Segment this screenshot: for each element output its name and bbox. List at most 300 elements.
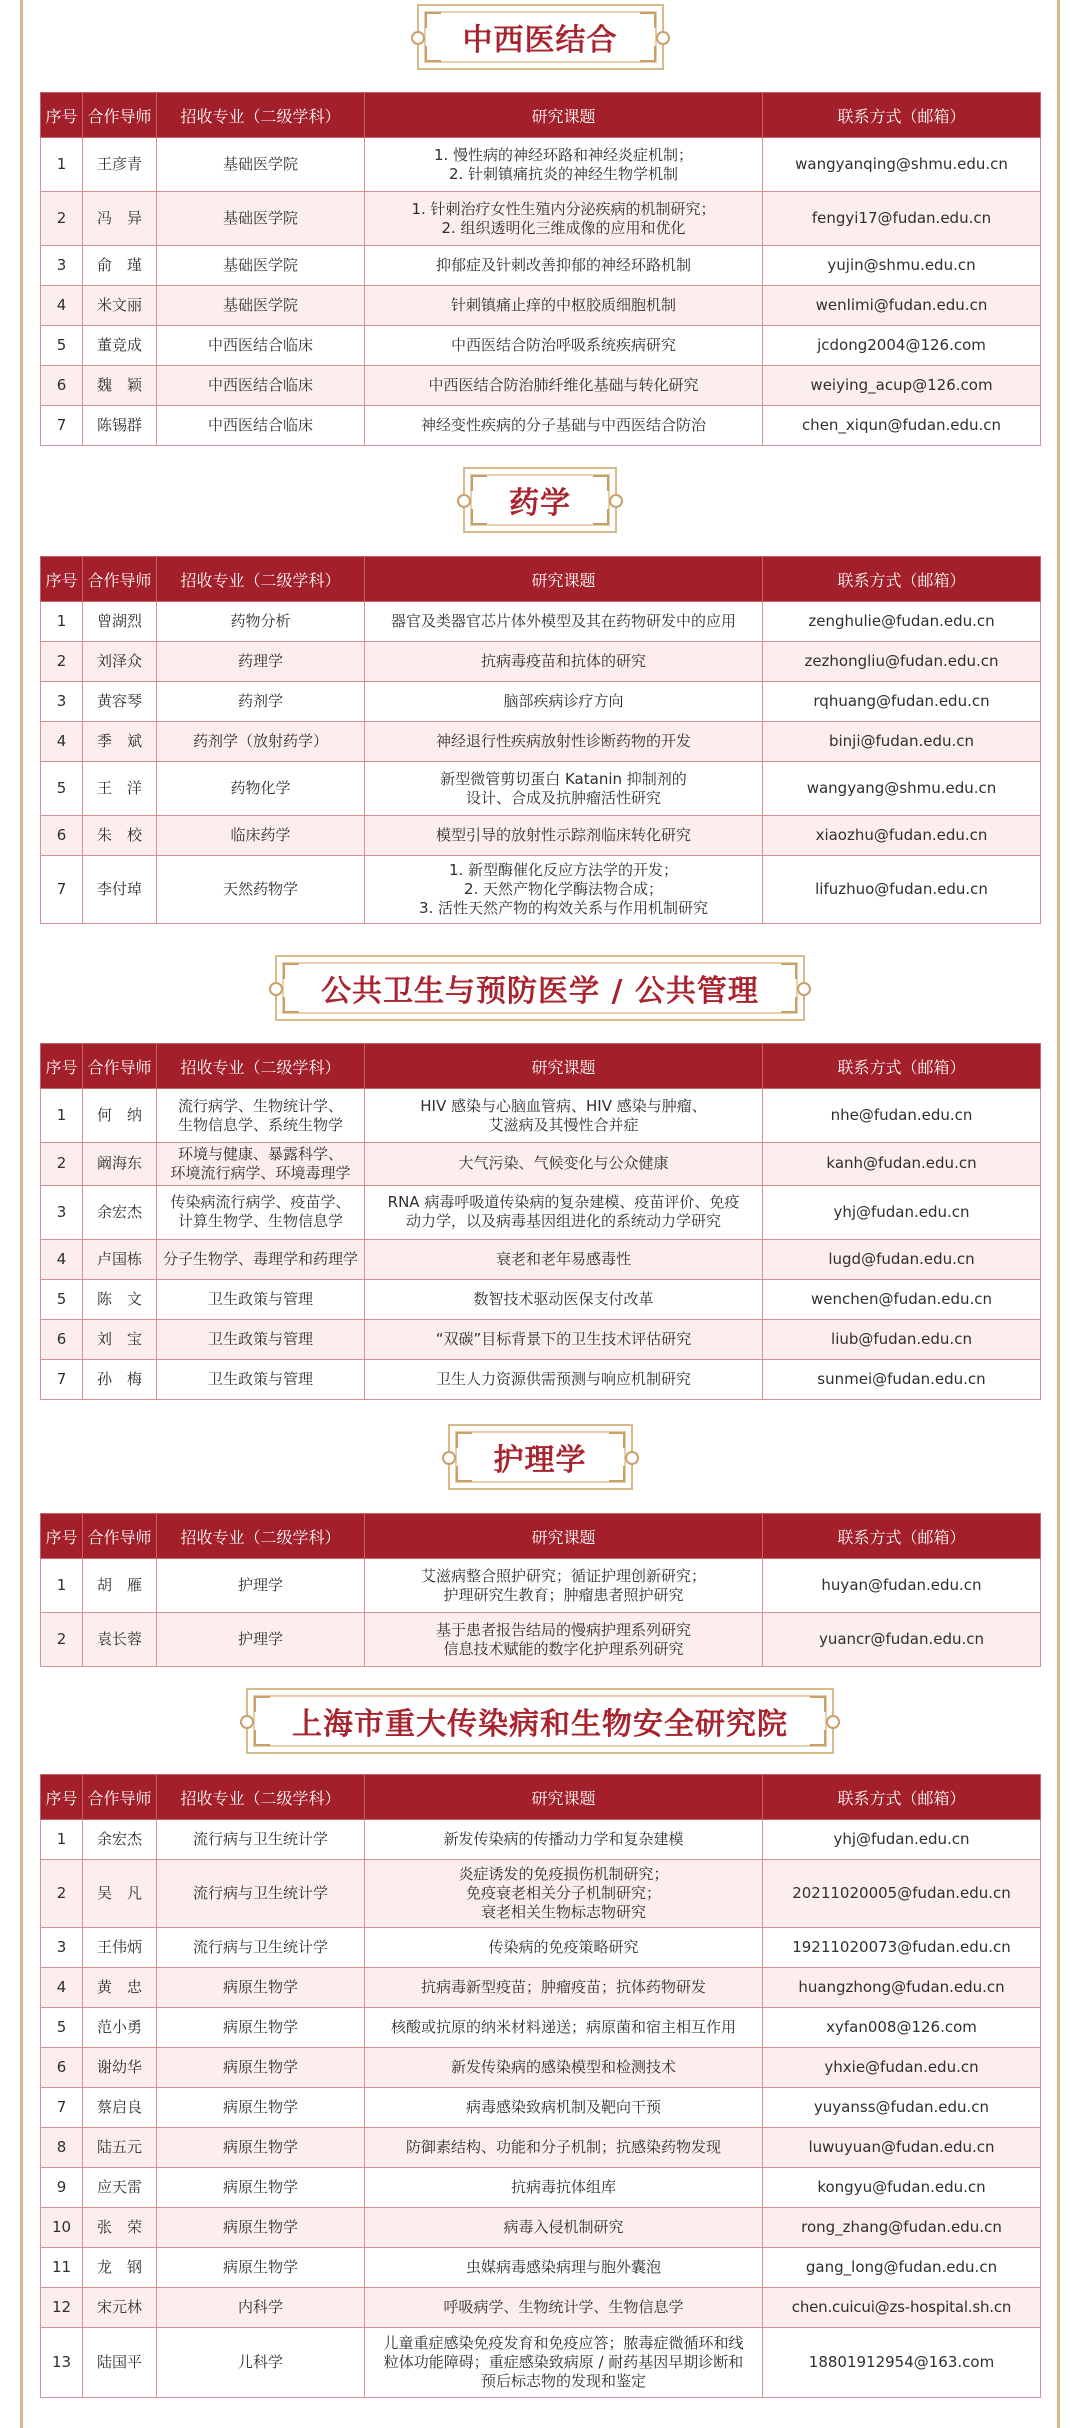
cell-major: 卫生政策与管理 xyxy=(157,1359,365,1399)
cell-email[interactable]: 19211020073@fudan.edu.cn xyxy=(763,1928,1041,1968)
table-header-row xyxy=(41,93,1041,138)
frame-corner-ornament xyxy=(810,1730,826,1746)
cell-advisor: 阚海东 xyxy=(83,1143,157,1186)
cell-no: 4 xyxy=(41,722,83,762)
cell-topic: 神经退行性疾病放射性诊断药物的开发 xyxy=(365,722,763,762)
cell-no: 2 xyxy=(41,1860,83,1928)
cell-major: 分子生物学、毒理学和药理学 xyxy=(157,1239,365,1279)
header-topic: 研究课题 xyxy=(365,557,763,602)
cell-advisor: 谢幼华 xyxy=(83,2048,157,2088)
header-no: 序号 xyxy=(41,1775,83,1820)
cell-major: 病原生物学 xyxy=(157,2048,365,2088)
cell-topic: 新发传染病的传播动力学和复杂建模 xyxy=(365,1820,763,1860)
cell-advisor: 陆五元 xyxy=(83,2128,157,2168)
cell-advisor: 魏 颖 xyxy=(83,366,157,406)
cell-email[interactable]: kongyu@fudan.edu.cn xyxy=(763,2168,1041,2208)
table-row xyxy=(41,1279,1041,1319)
section-table-wrap xyxy=(40,1043,1040,1400)
cell-no: 4 xyxy=(41,1968,83,2008)
cell-major: 卫生政策与管理 xyxy=(157,1279,365,1319)
frame-corner-ornament xyxy=(425,12,441,28)
cell-email[interactable]: yhj@fudan.edu.cn xyxy=(763,1820,1041,1860)
cell-advisor: 余宏杰 xyxy=(83,1820,157,1860)
table-row xyxy=(41,286,1041,326)
cell-advisor: 袁长蓉 xyxy=(83,1613,157,1667)
header-advisor: 合作导师 xyxy=(83,1775,157,1820)
cell-major: 中西医结合临床 xyxy=(157,406,365,446)
frame-corner-ornament xyxy=(781,997,797,1013)
cell-advisor: 刘 宝 xyxy=(83,1319,157,1359)
cell-no: 5 xyxy=(41,326,83,366)
section-title-band xyxy=(40,1424,1040,1490)
cell-topic: 炎症诱发的免疫损伤机制研究； 免疫衰老相关分子机制研究； 衰老相关生物标志物研究 xyxy=(365,1860,763,1928)
table-row xyxy=(41,406,1041,446)
cell-email[interactable]: weiying_acup@126.com xyxy=(763,366,1041,406)
cell-no: 1 xyxy=(41,1820,83,1860)
table-row xyxy=(41,1359,1041,1399)
cell-topic: 脑部疾病诊疗方向 xyxy=(365,682,763,722)
cell-email[interactable]: yujin@shmu.edu.cn xyxy=(763,246,1041,286)
cell-major: 流行病与卫生统计学 xyxy=(157,1860,365,1928)
table-header-row xyxy=(41,557,1041,602)
advisor-table xyxy=(40,1043,1041,1400)
cell-no: 13 xyxy=(41,2328,83,2398)
table-row xyxy=(41,246,1041,286)
frame-corner-ornament xyxy=(810,1696,826,1712)
cell-email[interactable]: liub@fudan.edu.cn xyxy=(763,1319,1041,1359)
header-major: 招收专业（二级学科） xyxy=(157,1775,365,1820)
cell-major: 环境与健康、暴露科学、 环境流行病学、环境毒理学 xyxy=(157,1143,365,1186)
frame-knob-ornament xyxy=(457,494,471,508)
frame-knob-ornament xyxy=(826,1715,840,1729)
frame-knob-ornament xyxy=(656,31,670,45)
frame-corner-ornament xyxy=(254,1730,270,1746)
header-contact: 联系方式（邮箱） xyxy=(763,557,1041,602)
cell-major: 药剂学 xyxy=(157,682,365,722)
cell-major: 药物化学 xyxy=(157,762,365,816)
frame-corner-ornament xyxy=(456,1432,472,1448)
cell-email[interactable]: zenghulie@fudan.edu.cn xyxy=(763,602,1041,642)
cell-topic: 抑郁症及针刺改善抑郁的神经环路机制 xyxy=(365,246,763,286)
cell-advisor: 米文丽 xyxy=(83,286,157,326)
table-row xyxy=(41,722,1041,762)
cell-no: 7 xyxy=(41,406,83,446)
cell-topic: 1. 针刺治疗女性生殖内分泌疾病的机制研究； 2. 组织透明化三维成像的应用和优化 xyxy=(365,192,763,246)
cell-email[interactable]: rqhuang@fudan.edu.cn xyxy=(763,682,1041,722)
frame-knob-ornament xyxy=(797,982,811,996)
table-row xyxy=(41,682,1041,722)
header-advisor: 合作导师 xyxy=(83,557,157,602)
frame-knob-ornament xyxy=(411,31,425,45)
cell-advisor: 蔡启良 xyxy=(83,2088,157,2128)
table-row xyxy=(41,1559,1041,1613)
cell-topic: 传染病的免疫策略研究 xyxy=(365,1928,763,1968)
frame-corner-ornament xyxy=(640,12,656,28)
table-header-row xyxy=(41,1044,1041,1089)
cell-major: 药物分析 xyxy=(157,602,365,642)
frame-corner-ornament xyxy=(471,475,487,491)
cell-advisor: 李付琸 xyxy=(83,856,157,924)
cell-advisor: 季 斌 xyxy=(83,722,157,762)
section-title-frame xyxy=(246,1688,834,1754)
frame-knob-ornament xyxy=(240,1715,254,1729)
cell-advisor: 龙 钢 xyxy=(83,2248,157,2288)
cell-advisor: 王伟炳 xyxy=(83,1928,157,1968)
header-no: 序号 xyxy=(41,557,83,602)
header-contact: 联系方式（邮箱） xyxy=(763,1775,1041,1820)
table-row xyxy=(41,2048,1041,2088)
cell-no: 6 xyxy=(41,366,83,406)
cell-major: 病原生物学 xyxy=(157,2248,365,2288)
cell-advisor: 王彦青 xyxy=(83,138,157,192)
section-title-frame xyxy=(417,4,664,70)
cell-email[interactable]: yhxie@fudan.edu.cn xyxy=(763,2048,1041,2088)
section-title: 药学 xyxy=(509,486,571,521)
header-topic: 研究课题 xyxy=(365,1775,763,1820)
frame-corner-ornament xyxy=(640,46,656,62)
section-title-frame xyxy=(275,955,805,1021)
cell-major: 病原生物学 xyxy=(157,1968,365,2008)
cell-no: 4 xyxy=(41,286,83,326)
cell-advisor: 应天雷 xyxy=(83,2168,157,2208)
cell-no: 3 xyxy=(41,1185,83,1239)
cell-topic: 抗病毒新型疫苗；肿瘤疫苗；抗体药物研发 xyxy=(365,1968,763,2008)
cell-email[interactable]: yuancr@fudan.edu.cn xyxy=(763,1613,1041,1667)
cell-no: 2 xyxy=(41,1143,83,1186)
cell-major: 药剂学（放射药学） xyxy=(157,722,365,762)
cell-advisor: 宋元林 xyxy=(83,2288,157,2328)
cell-no: 7 xyxy=(41,2088,83,2128)
cell-major: 护理学 xyxy=(157,1613,365,1667)
cell-topic: 中西医结合防治呼吸系统疾病研究 xyxy=(365,326,763,366)
cell-advisor: 张 荣 xyxy=(83,2208,157,2248)
cell-email[interactable]: luwuyuan@fudan.edu.cn xyxy=(763,2128,1041,2168)
cell-no: 1 xyxy=(41,138,83,192)
cell-topic: 中西医结合防治肺纤维化基础与转化研究 xyxy=(365,366,763,406)
section-table-wrap xyxy=(40,1513,1040,1667)
frame-corner-ornament xyxy=(593,509,609,525)
frame-knob-ornament xyxy=(442,1451,456,1465)
cell-major: 病原生物学 xyxy=(157,2168,365,2208)
header-no: 序号 xyxy=(41,1044,83,1089)
table-row xyxy=(41,1239,1041,1279)
cell-major: 传染病流行病学、疫苗学、 计算生物学、生物信息学 xyxy=(157,1185,365,1239)
frame-corner-ornament xyxy=(593,475,609,491)
cell-advisor: 王 洋 xyxy=(83,762,157,816)
cell-topic: 器官及类器官芯片体外模型及其在药物研发中的应用 xyxy=(365,602,763,642)
header-no: 序号 xyxy=(41,1514,83,1559)
cell-topic: 大气污染、气候变化与公众健康 xyxy=(365,1143,763,1186)
cell-major: 临床药学 xyxy=(157,816,365,856)
frame-corner-ornament xyxy=(471,509,487,525)
cell-advisor: 吴 凡 xyxy=(83,1860,157,1928)
cell-topic: 呼吸病学、生物统计学、生物信息学 xyxy=(365,2288,763,2328)
cell-major: 流行病与卫生统计学 xyxy=(157,1928,365,1968)
table-row xyxy=(41,138,1041,192)
table-row xyxy=(41,2128,1041,2168)
cell-major: 卫生政策与管理 xyxy=(157,1319,365,1359)
cell-major: 病原生物学 xyxy=(157,2008,365,2048)
header-no: 序号 xyxy=(41,93,83,138)
cell-advisor: 余宏杰 xyxy=(83,1185,157,1239)
table-row xyxy=(41,326,1041,366)
table-row xyxy=(41,2168,1041,2208)
frame-corner-ornament xyxy=(609,1466,625,1482)
cell-advisor: 黄 忠 xyxy=(83,1968,157,2008)
table-row xyxy=(41,1968,1041,2008)
cell-email[interactable]: wangyang@shmu.edu.cn xyxy=(763,762,1041,816)
table-row xyxy=(41,816,1041,856)
cell-major: 内科学 xyxy=(157,2288,365,2328)
cell-no: 6 xyxy=(41,816,83,856)
cell-advisor: 黄容琴 xyxy=(83,682,157,722)
advisor-table xyxy=(40,1513,1041,1667)
header-major: 招收专业（二级学科） xyxy=(157,557,365,602)
cell-email[interactable]: huangzhong@fudan.edu.cn xyxy=(763,1968,1041,2008)
cell-topic: RNA 病毒呼吸道传染病的复杂建模、疫苗评价、免疫 动力学，以及病毒基因组进化的系统动力学研究 xyxy=(365,1185,763,1239)
cell-no: 7 xyxy=(41,856,83,924)
cell-email[interactable]: gang_long@fudan.edu.cn xyxy=(763,2248,1041,2288)
page-border-right xyxy=(1057,0,1060,2428)
cell-email[interactable]: 18801912954@163.com xyxy=(763,2328,1041,2398)
header-topic: 研究课题 xyxy=(365,93,763,138)
cell-topic: 病毒入侵机制研究 xyxy=(365,2208,763,2248)
frame-corner-ornament xyxy=(781,963,797,979)
frame-knob-ornament xyxy=(269,982,283,996)
header-advisor: 合作导师 xyxy=(83,93,157,138)
cell-no: 2 xyxy=(41,192,83,246)
cell-topic: 儿童重症感染免疫发育和免疫应答；脓毒症微循环和线 粒体功能障碍；重症感染致病原 / 耐药基因早期诊断和 预后标志物的发现和鉴定 xyxy=(365,2328,763,2398)
cell-advisor: 范小勇 xyxy=(83,2008,157,2048)
cell-topic: 基于患者报告结局的慢病护理系列研究 信息技术赋能的数字化护理系列研究 xyxy=(365,1613,763,1667)
cell-topic: 衰老和老年易感毒性 xyxy=(365,1239,763,1279)
cell-no: 5 xyxy=(41,1279,83,1319)
cell-topic: 模型引导的放射性示踪剂临床转化研究 xyxy=(365,816,763,856)
section-title-band xyxy=(40,955,1040,1021)
table-row xyxy=(41,856,1041,924)
cell-topic: 卫生人力资源供需预测与响应机制研究 xyxy=(365,1359,763,1399)
cell-no: 3 xyxy=(41,682,83,722)
cell-no: 5 xyxy=(41,2008,83,2048)
cell-major: 基础医学院 xyxy=(157,192,365,246)
cell-email[interactable]: chen_xiqun@fudan.edu.cn xyxy=(763,406,1041,446)
cell-topic: 新发传染病的感染模型和检测技术 xyxy=(365,2048,763,2088)
cell-major: 流行病学、生物统计学、 生物信息学、系统生物学 xyxy=(157,1089,365,1143)
frame-corner-ornament xyxy=(456,1466,472,1482)
cell-major: 流行病与卫生统计学 xyxy=(157,1820,365,1860)
cell-email[interactable]: lugd@fudan.edu.cn xyxy=(763,1239,1041,1279)
cell-email[interactable]: chen.cuicui@zs-hospital.sh.cn xyxy=(763,2288,1041,2328)
cell-advisor: 冯 异 xyxy=(83,192,157,246)
table-row xyxy=(41,1089,1041,1143)
frame-corner-ornament xyxy=(254,1696,270,1712)
advisor-table xyxy=(40,92,1041,446)
cell-major: 基础医学院 xyxy=(157,246,365,286)
table-row xyxy=(41,1185,1041,1239)
section-title: 上海市重大传染病和生物安全研究院 xyxy=(292,1707,788,1742)
table-row xyxy=(41,2208,1041,2248)
cell-topic: 抗病毒疫苗和抗体的研究 xyxy=(365,642,763,682)
header-topic: 研究课题 xyxy=(365,1514,763,1559)
cell-topic: “双碳”目标背景下的卫生技术评估研究 xyxy=(365,1319,763,1359)
table-row xyxy=(41,1319,1041,1359)
cell-email[interactable]: jcdong2004@126.com xyxy=(763,326,1041,366)
section-table-wrap xyxy=(40,556,1040,924)
cell-advisor: 曾湖烈 xyxy=(83,602,157,642)
table-row xyxy=(41,2088,1041,2128)
cell-advisor: 俞 瑾 xyxy=(83,246,157,286)
cell-no: 1 xyxy=(41,1559,83,1613)
page-border-left xyxy=(20,0,23,2428)
cell-topic: HIV 感染与心脑血管病、HIV 感染与肿瘤、 艾滋病及其慢性合并症 xyxy=(365,1089,763,1143)
cell-topic: 抗病毒抗体组库 xyxy=(365,2168,763,2208)
table-row xyxy=(41,642,1041,682)
cell-major: 病原生物学 xyxy=(157,2128,365,2168)
advisor-table xyxy=(40,556,1041,924)
cell-no: 3 xyxy=(41,246,83,286)
table-row xyxy=(41,1928,1041,1968)
cell-topic: 艾滋病整合照护研究；循证护理创新研究； 护理研究生教育；肿瘤患者照护研究 xyxy=(365,1559,763,1613)
cell-topic: 防御素结构、功能和分子机制；抗感染药物发现 xyxy=(365,2128,763,2168)
table-row xyxy=(41,762,1041,816)
cell-no: 8 xyxy=(41,2128,83,2168)
cell-email[interactable]: 20211020005@fudan.edu.cn xyxy=(763,1860,1041,1928)
cell-topic: 虫媒病毒感染病理与胞外囊泡 xyxy=(365,2248,763,2288)
header-contact: 联系方式（邮箱） xyxy=(763,1044,1041,1089)
cell-major: 药理学 xyxy=(157,642,365,682)
section-title: 公共卫生与预防医学 / 公共管理 xyxy=(321,974,759,1009)
cell-email[interactable]: yuyanss@fudan.edu.cn xyxy=(763,2088,1041,2128)
header-major: 招收专业（二级学科） xyxy=(157,1514,365,1559)
cell-no: 2 xyxy=(41,1613,83,1667)
table-row xyxy=(41,2248,1041,2288)
cell-major: 中西医结合临床 xyxy=(157,326,365,366)
cell-no: 10 xyxy=(41,2208,83,2248)
frame-corner-ornament xyxy=(425,46,441,62)
table-row xyxy=(41,2008,1041,2048)
cell-topic: 针刺镇痛止痒的中枢胶质细胞机制 xyxy=(365,286,763,326)
cell-major: 基础医学院 xyxy=(157,286,365,326)
section-title-frame xyxy=(448,1424,633,1490)
section-title-frame xyxy=(463,467,617,533)
header-advisor: 合作导师 xyxy=(83,1044,157,1089)
cell-email[interactable]: lifuzhuo@fudan.edu.cn xyxy=(763,856,1041,924)
cell-advisor: 陈锡群 xyxy=(83,406,157,446)
cell-major: 天然药物学 xyxy=(157,856,365,924)
cell-email[interactable]: xiaozhu@fudan.edu.cn xyxy=(763,816,1041,856)
section-title: 护理学 xyxy=(493,1443,587,1478)
cell-no: 3 xyxy=(41,1928,83,1968)
cell-no: 2 xyxy=(41,642,83,682)
cell-advisor: 朱 校 xyxy=(83,816,157,856)
cell-no: 1 xyxy=(41,1089,83,1143)
frame-corner-ornament xyxy=(283,963,299,979)
frame-corner-ornament xyxy=(283,997,299,1013)
cell-email[interactable]: sunmei@fudan.edu.cn xyxy=(763,1359,1041,1399)
cell-topic: 神经变性疾病的分子基础与中西医结合防治 xyxy=(365,406,763,446)
table-row xyxy=(41,1613,1041,1667)
cell-advisor: 胡 雁 xyxy=(83,1559,157,1613)
cell-no: 7 xyxy=(41,1359,83,1399)
table-row xyxy=(41,2288,1041,2328)
cell-advisor: 刘泽众 xyxy=(83,642,157,682)
section-title-band xyxy=(40,467,1040,533)
cell-no: 6 xyxy=(41,2048,83,2088)
cell-email[interactable]: nhe@fudan.edu.cn xyxy=(763,1089,1041,1143)
advisor-table xyxy=(40,1774,1041,2398)
cell-email[interactable]: wangyanqing@shmu.edu.cn xyxy=(763,138,1041,192)
cell-major: 病原生物学 xyxy=(157,2088,365,2128)
header-topic: 研究课题 xyxy=(365,1044,763,1089)
table-header-row xyxy=(41,1514,1041,1559)
cell-major: 儿科学 xyxy=(157,2328,365,2398)
cell-no: 12 xyxy=(41,2288,83,2328)
cell-email[interactable]: yhj@fudan.edu.cn xyxy=(763,1185,1041,1239)
header-major: 招收专业（二级学科） xyxy=(157,1044,365,1089)
cell-major: 中西医结合临床 xyxy=(157,366,365,406)
section-title-band xyxy=(40,4,1040,70)
cell-advisor: 孙 梅 xyxy=(83,1359,157,1399)
cell-email[interactable]: wenlimi@fudan.edu.cn xyxy=(763,286,1041,326)
cell-email[interactable]: kanh@fudan.edu.cn xyxy=(763,1143,1041,1186)
header-contact: 联系方式（邮箱） xyxy=(763,1514,1041,1559)
section-table-wrap xyxy=(40,92,1040,446)
cell-no: 11 xyxy=(41,2248,83,2288)
cell-topic: 核酸或抗原的纳米材料递送；病原菌和宿主相互作用 xyxy=(365,2008,763,2048)
table-row xyxy=(41,602,1041,642)
table-header-row xyxy=(41,1775,1041,1820)
cell-email[interactable]: zezhongliu@fudan.edu.cn xyxy=(763,642,1041,682)
cell-email[interactable]: rong_zhang@fudan.edu.cn xyxy=(763,2208,1041,2248)
section-table-wrap xyxy=(40,1774,1040,2398)
cell-advisor: 何 纳 xyxy=(83,1089,157,1143)
cell-no: 5 xyxy=(41,762,83,816)
table-row xyxy=(41,366,1041,406)
table-row xyxy=(41,1143,1041,1186)
cell-major: 护理学 xyxy=(157,1559,365,1613)
cell-major: 基础医学院 xyxy=(157,138,365,192)
cell-topic: 1. 慢性病的神经环路和神经炎症机制； 2. 针刺镇痛抗炎的神经生物学机制 xyxy=(365,138,763,192)
cell-topic: 新型微管剪切蛋白 Katanin 抑制剂的 设计、合成及抗肿瘤活性研究 xyxy=(365,762,763,816)
cell-advisor: 卢国栋 xyxy=(83,1239,157,1279)
section-title-band xyxy=(40,1688,1040,1754)
cell-no: 9 xyxy=(41,2168,83,2208)
cell-email[interactable]: binji@fudan.edu.cn xyxy=(763,722,1041,762)
table-row xyxy=(41,1820,1041,1860)
cell-topic: 病毒感染致病机制及靶向干预 xyxy=(365,2088,763,2128)
cell-no: 1 xyxy=(41,602,83,642)
frame-knob-ornament xyxy=(625,1451,639,1465)
cell-email[interactable]: fengyi17@fudan.edu.cn xyxy=(763,192,1041,246)
frame-knob-ornament xyxy=(609,494,623,508)
table-row xyxy=(41,192,1041,246)
table-row xyxy=(41,2328,1041,2398)
header-contact: 联系方式（邮箱） xyxy=(763,93,1041,138)
cell-major: 病原生物学 xyxy=(157,2208,365,2248)
table-row xyxy=(41,1860,1041,1928)
cell-topic: 数智技术驱动医保支付改革 xyxy=(365,1279,763,1319)
cell-advisor: 陆国平 xyxy=(83,2328,157,2398)
cell-no: 6 xyxy=(41,1319,83,1359)
cell-topic: 1. 新型酶催化反应方法学的开发； 2. 天然产物化学酶法物合成； 3. 活性天然产物的构效关系与作用机制研究 xyxy=(365,856,763,924)
cell-email[interactable]: huyan@fudan.edu.cn xyxy=(763,1559,1041,1613)
cell-no: 4 xyxy=(41,1239,83,1279)
section-title: 中西医结合 xyxy=(462,23,618,58)
cell-advisor: 陈 文 xyxy=(83,1279,157,1319)
cell-email[interactable]: wenchen@fudan.edu.cn xyxy=(763,1279,1041,1319)
frame-corner-ornament xyxy=(609,1432,625,1448)
cell-email[interactable]: xyfan008@126.com xyxy=(763,2008,1041,2048)
